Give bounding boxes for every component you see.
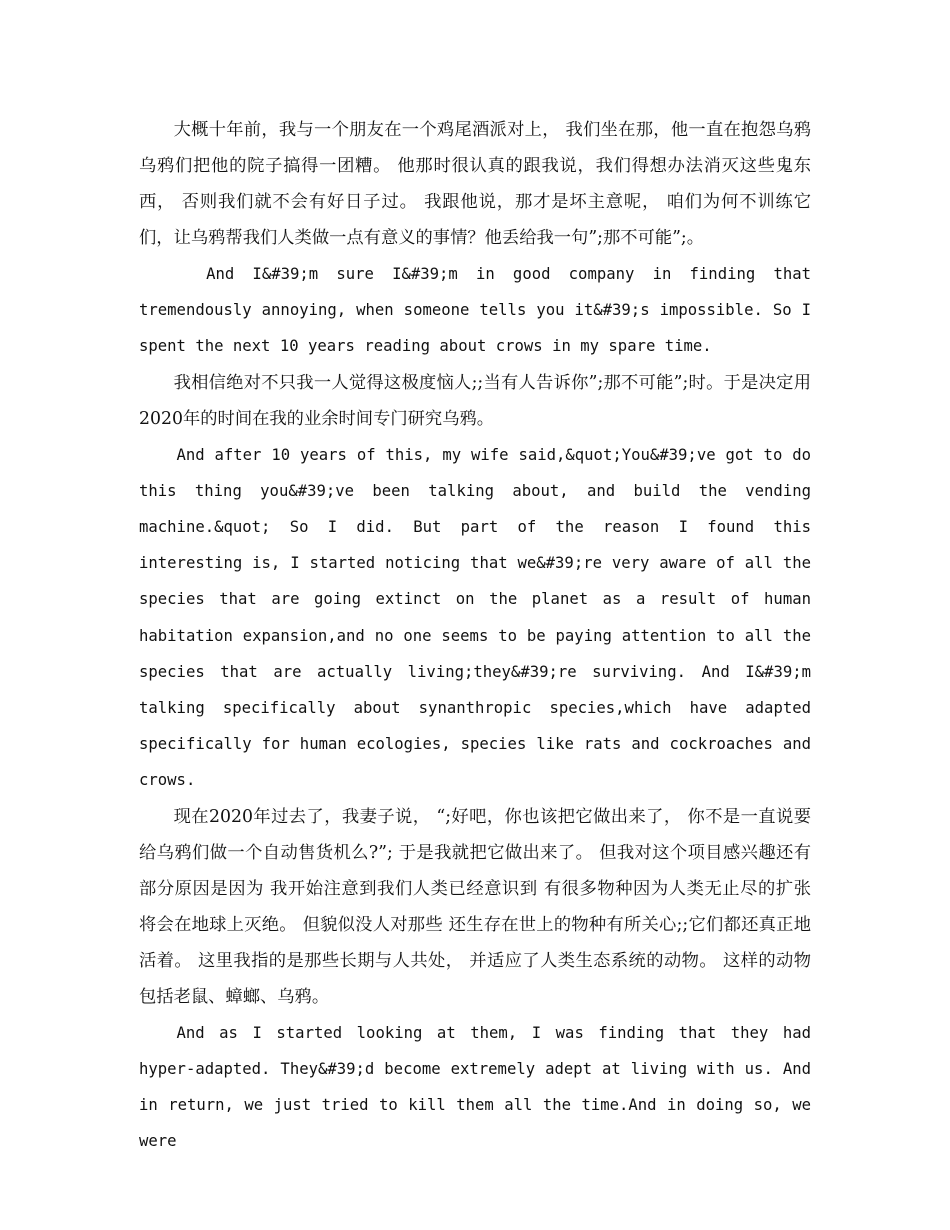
paragraph-zh-1: 大概十年前，我与一个朋友在一个鸡尾酒派对上， 我们坐在那，他一直在抱怨乌鸦 乌鸦们把他的院子搞得一团糟。 他那时很认真的跟我说，我们得想办法消灭这些鬼东西， 否则我们就不会有好日子过。 我跟他说，那才是坏主意呢， 咱们为何不训练它们，让乌鸦帮我们人类做一点有意义的事情？他丢给我一句”;那不可能”;。	[139, 120, 811, 248]
paragraph-zh-3: 现在2020年过去了，我妻子说， “;好吧，你也该把它做出来了， 你不是一直说要给乌鸦们做一个自动售货机么?”; 于是我就把它做出来了。 但我对这个项目感兴趣还有部分原因是因为 我开始注意到我们人类已经意识到 有很多物种因为人类无止尽的扩张 将会在地球上灭绝。 但貌似没人对那些 还生存在世上的物种有所关心;;它们都还真正地活着。 这里我指的是那些长期与人共处， 并适应了人类生态系统的动物。 这样的动物包括老鼠、蟑螂、乌鸦。	[139, 806, 811, 1007]
paragraph-zh-2: 我相信绝对不只我一人觉得这极度恼人;;当有人告诉你”;那不可能”;时。于是决定用2020年的时间在我的业余时间专门研究乌鸦。	[139, 372, 811, 429]
paragraph-en-1: And I&#39;m sure I&#39;m in good company in finding that tremendously annoying, when someone tells you it&#39;s impossible. So I spent the next 10 years reading about crows in my spare time.	[139, 265, 811, 356]
paragraph-en-3: And as I started looking at them, I was finding that they had hyper-adapted. They&#39;d become extremely adept at living with us. And in return, we just tried to kill them all the time.And in doing so, we were	[139, 1023, 811, 1151]
paragraph-en-2: And after 10 years of this, my wife said,&quot;You&#39;ve got to do this thing you&#39;ve been talking about, and build the vending machine.&quot; So I did. But part of the reason I found this interesting is, I started noticing that we&#39;re very aware of all the species that are going extinct on the planet as a result of human habitation expansion,and no one seems to be paying attention to all the species that are actually living;they&#39;re surviving. And I&#39;m talking specifically about synanthropic species,which have adapted specifically for human ecologies, species like rats and cockroaches and crows.	[139, 445, 811, 790]
document-body	[139, 112, 811, 1159]
